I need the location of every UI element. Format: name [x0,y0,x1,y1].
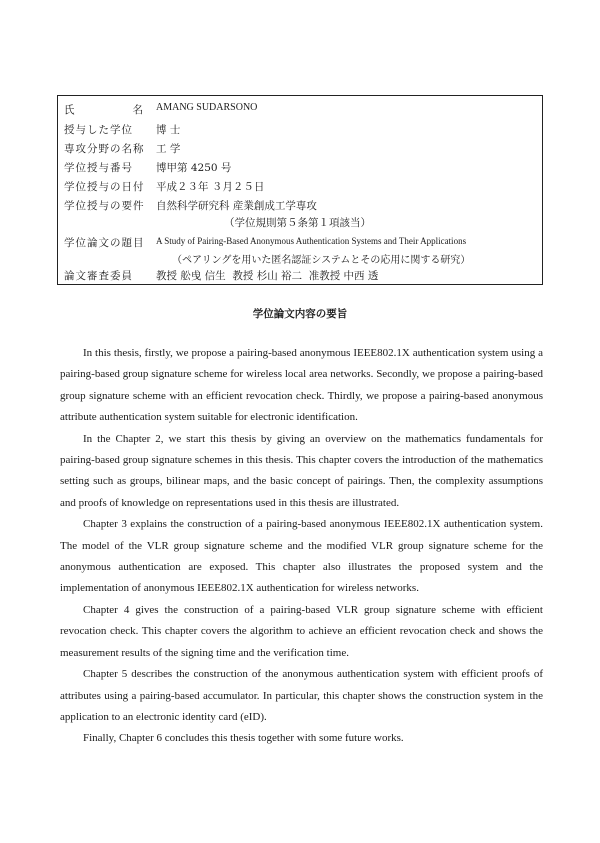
abstract-paragraph: Chapter 5 describes the construction of the anonymous authentication system with efficient proofs of attributes using a pairing-based accumulator. In particular, this chapter shows the construction system in the application to an electronic identity card (eID). [60,668,543,723]
requirement-label: 学位授与の要件 [64,200,145,212]
name-value: AMANG SUDARSONO [156,102,258,113]
thesis-label: 学位論文の題目 [64,237,145,249]
date-value: 平成２３年 ３月２５日 [156,181,265,193]
abstract-paragraph: Chapter 3 explains the construction of a pairing-based anonymous IEEE802.1X authentication system. The model of the VLR group signature scheme and the modified VLR group signature scheme for the anonymous authentication are exposed. This chapter also illustrates the proposed system and the implementation of anonymous IEEE802.1X authentication for wireless networks. [60,518,543,595]
name-label: 氏 名 [64,104,144,116]
abstract-heading: 学位論文内容の要旨 [252,308,348,320]
thesis-title-en: A Study of Pairing-Based Anonymous Authentication Systems and Their Applications [156,236,467,246]
committee-label: 論文審査委員 [64,270,133,282]
number-label: 学位授与番号 [64,162,133,174]
abstract-paragraph: Chapter 4 gives the construction of a pairing-based VLR group signature scheme with efficient revocation check. This chapter covers the algorithm to achieve an efficient revocation check and shows the measurement results of the signing time and the verification time. [60,603,543,659]
abstract-body [60,343,543,750]
thesis-info-box [57,95,543,285]
field-label: 専攻分野の名称 [64,143,145,155]
thesis-title-jp: （ペアリングを用いた匿名認証システムとその応用に関する研究） [172,255,471,266]
committee-value: 教授 舩曵 信生 教授 杉山 裕二 准教授 中西 透 [156,270,379,282]
requirement-value: 自然科学研究科 産業創成工学専攻 [156,200,317,212]
abstract-paragraph: In this thesis, firstly, we propose a pairing-based anonymous IEEE802.1X authentication system using a pairing-based group signature scheme for wireless local area networks. Secondly, we propose a pairing-based group signature scheme with an efficient revocation check. Thirdly, we propose a pairing-based anonymous attribute authentication system suitable for electronic identification. [60,347,543,424]
abstract-paragraph: Finally, Chapter 6 concludes this thesis together with some future works. [83,732,404,745]
abstract-paragraph: In the Chapter 2, we start this thesis by giving an overview on the mathematics fundamentals for pairing-based group signature schemes in this thesis. This chapter covers the introduction of the mathematics setting such as groups, bilinear maps, and the basic concept of pairings. Then, the complexity assumptions and proofs of knowledge on representations used in this thesis are illustrated. [60,432,543,509]
degree-value: 博 士 [156,124,181,136]
requirement-note: （学位規則第５条第１項該当） [224,217,371,229]
degree-label: 授与した学位 [64,124,133,136]
date-label: 学位授与の日付 [64,181,145,193]
field-value: 工 学 [156,143,181,155]
number-value: 博甲第 4250 号 [156,162,232,174]
